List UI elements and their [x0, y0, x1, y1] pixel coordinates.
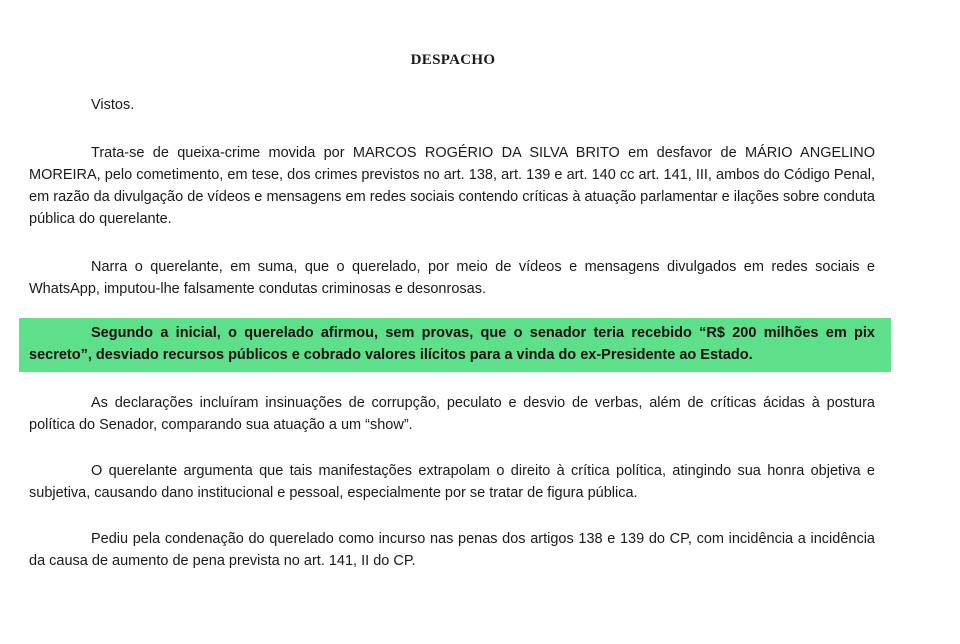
paragraph-request: Pediu pela condenação do querelado como incurso nas penas dos artigos 138 e 139 do CP, com incidência a incidência da causa de aumento de pena prevista no art. 141, II do CP.	[29, 531, 875, 569]
paragraph-declarations: As declarações incluíram insinuações de corrupção, peculato e desvio de verbas, além de críticas ácidas à postura política do Senador, comparando sua atuação a um “show”.	[29, 395, 875, 433]
paragraph-highlighted-allegation: Segundo a inicial, o querelado afirmou, sem provas, que o senador teria recebido “R$ 200 milhões em pix secreto”, desviado recursos públicos e cobrado valores ilícitos para a vinda do ex-Presidente ao Estado.	[29, 325, 875, 363]
paragraph-narrative: Narra o querelante, em suma, que o querelado, por meio de vídeos e mensagens divulgados em redes sociais e WhatsApp, imputou-lhe falsamente condutas criminosas e desonrosas.	[29, 259, 875, 297]
document-title: DESPACHO	[410, 52, 496, 68]
paragraph-argument: O querelante argumenta que tais manifestações extrapolam o direito à crítica política, atingindo sua honra objetiva e subjetiva, causando dano institucional e pessoal, especialmente por se tratar de figura pública.	[29, 463, 875, 501]
paragraph-complaint-summary: Trata-se de queixa-crime movida por MARCOS ROGÉRIO DA SILVA BRITO em desfavor de MÁRIO ANGELINO MOREIRA, pelo cometimento, em tese, dos crimes previstos no art. 138, art. 139 e art. 140 cc art. 141, III, ambos do Código Penal, em razão da divulgação de vídeos e mensagens em redes sociais contendo críticas à atuação parlamentar e ilações sobre conduta pública do querelante.	[29, 145, 875, 227]
paragraph-vistos: Vistos.	[91, 97, 135, 113]
